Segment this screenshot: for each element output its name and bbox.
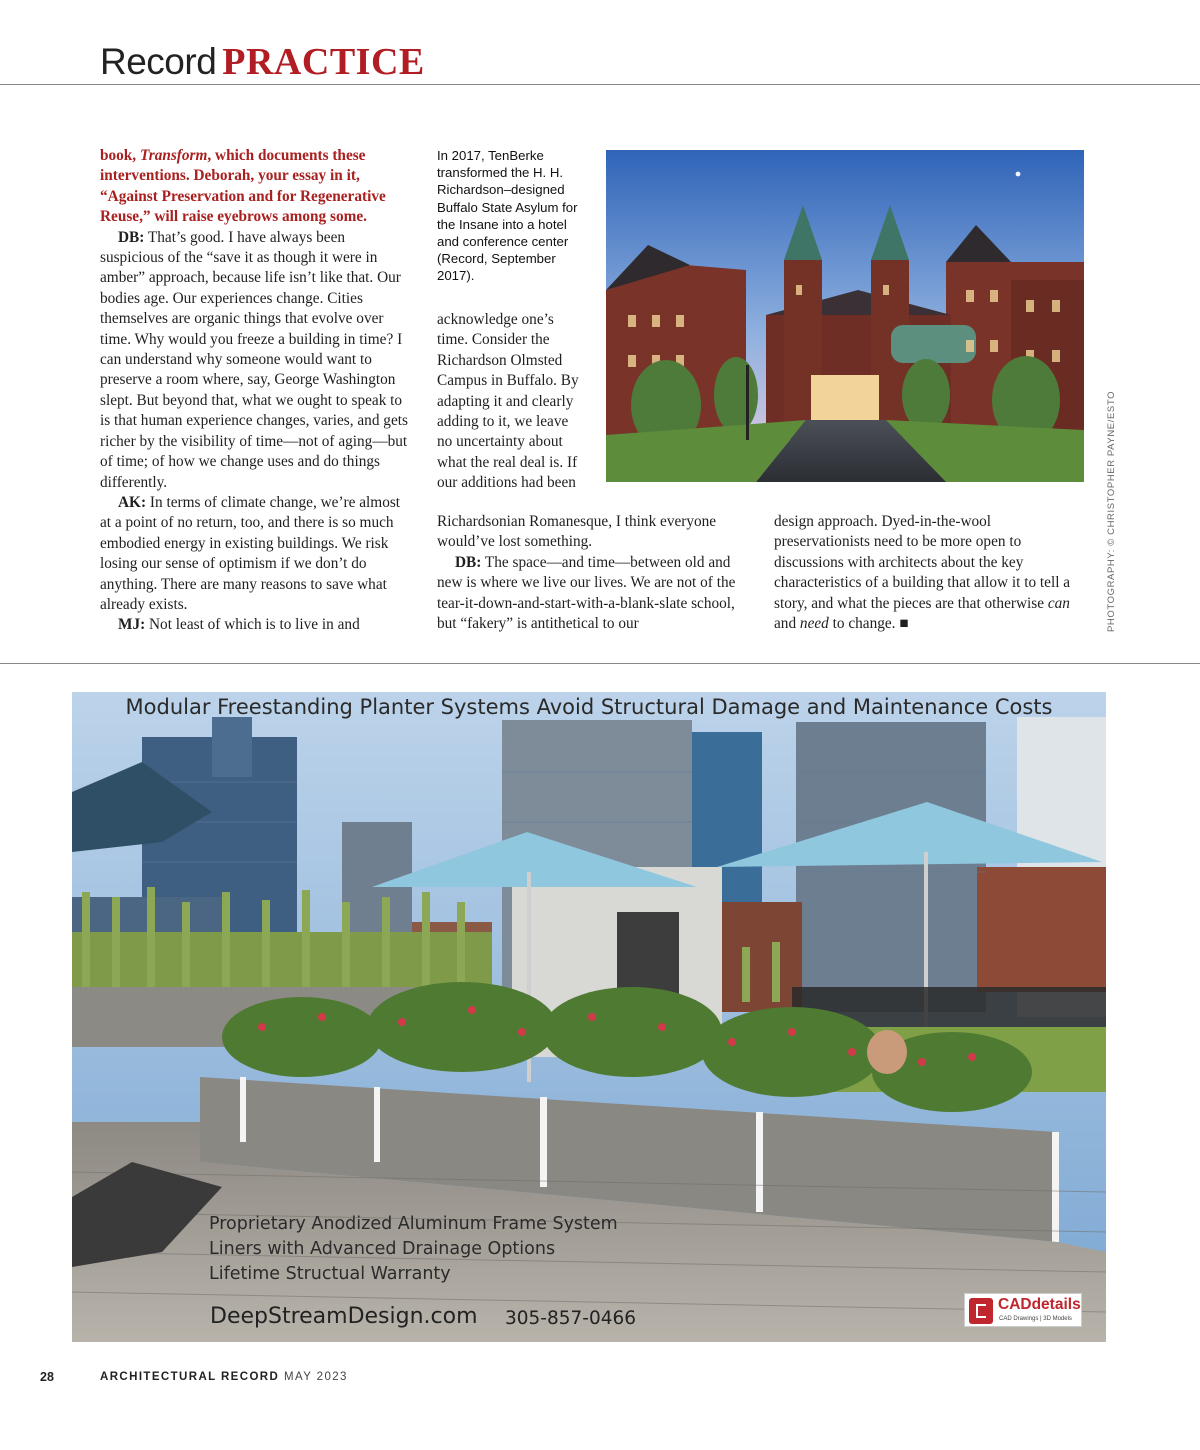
ad-feature-item: Liners with Advanced Drainage Options [209,1239,556,1259]
speaker-label: AK: [118,493,147,511]
section-rule [0,663,1200,664]
ad-feature-list [209,1212,618,1287]
paragraph-text: acknowledge one’s time. Consider the Richardson Olmsted Campus in Buffalo. By adapting it and clearly adding to it, we leave no uncertainty about what the real deal is. If our additions had been [437,311,579,492]
closing-italic-can: can [1047,594,1070,612]
ad-feature-item: Lifetime Structual Warranty [209,1264,451,1284]
paragraph-closing [774,512,1074,634]
lead-text-2: , which documents these interventions. Deborah, your essay in it, “Against Preservation and for Regenerative Reuse,” will raise eyebrows among some. [100,147,386,226]
advertisement [72,692,1106,1342]
article-column-2-top [437,310,585,494]
photo-caption: In 2017, TenBerke transformed the H. H. Richardson–designed Buffalo State Asylum for the Insane into a hotel and conference center (Record, September 2017). [437,148,578,284]
lead-text-1: book, [100,147,140,164]
footer-publication: ARCHITECTURAL RECORD [100,1371,280,1383]
speaker-label: DB: [455,553,482,571]
article-column-3 [774,512,1074,634]
end-mark: ■ [899,615,909,633]
speaker-label: DB: [118,228,145,246]
paragraph-text: That’s good. I have always been suspicious of the “save it as though it were in amber” approach, because life isn’t like that. Our bodies age. Our experiences change. Cities themselves are organic things that evolve over time. Why would you freeze a building in time? I can understand why someone would want to preserve a room where, say, George Washington slept. But beyond that, what we ought to speak to is that human experience changes, varies, and gets richer by the visibility of time—not of aging—but of time; of how we change uses and do things differently. [100,228,408,491]
asylum-illustration [606,150,1084,482]
paragraph-text: The space—and time—between old and new is where we live our lives. We are not of the tear-it-down-and-start-with-a-blank-slate school, but “fakery” is antithetical to our [437,553,736,633]
paragraph-db-2 [437,553,755,635]
closing-italic-need: need [799,615,829,633]
ad-website-link[interactable]: DeepStreamDesign.com [210,1304,478,1329]
paragraph-text: In terms of climate change, we’re almost at a point of no return, too, and there is so much embodied energy in existing buildings. We risk losing our sense of optimism if we don’t do anything. There are many reasons to save what already exists. [100,493,401,613]
question-lead [100,146,410,228]
caddetails-logo [964,1293,1082,1327]
caddetails-logo-name: CADdetails [998,1296,1081,1313]
top-rule [0,84,1200,85]
footer-date: MAY 2023 [284,1371,348,1383]
ad-phone-number: 305-857-0466 [505,1308,637,1329]
masthead [100,40,425,84]
page-number: 28 [40,1370,54,1384]
article-column-1 [100,146,410,636]
speaker-label: MJ: [118,616,146,634]
caddetails-mark-icon [969,1298,993,1324]
caddetails-logo-sub: CAD Drawings | 3D Models [999,1316,1072,1322]
masthead-section: PRACTICE [222,41,425,83]
paragraph-ak [100,493,410,615]
masthead-record: Record [100,41,217,82]
article-column-2-bottom [437,512,755,634]
paragraph-text: Richardsonian Romanesque, I think everyone would’ve lost something. [437,513,717,551]
photo-credit: PHOTOGRAPHY: © CHRISTOPHER PAYNE/ESTO [1106,390,1117,632]
closing-text-1: design approach. Dyed-in-the-wool preservationists need to be more open to discussions with architects about the key characteristics of a building that allow it to tell a story, and what the pieces are that otherwise [774,513,1071,612]
closing-text-2: and [774,615,800,633]
asylum-photo [606,150,1084,482]
paragraph-mj [100,615,410,635]
lead-book-title: Transform [139,147,208,164]
ad-feature-item: Proprietary Anodized Aluminum Frame System [209,1214,618,1234]
paragraph-db-1 [100,228,410,493]
ad-headline: Modular Freestanding Planter Systems Avoid Structural Damage and Maintenance Costs [125,695,1053,719]
closing-text-3: to change. [828,615,900,633]
paragraph-text: Not least of which is to live in and [145,616,360,634]
